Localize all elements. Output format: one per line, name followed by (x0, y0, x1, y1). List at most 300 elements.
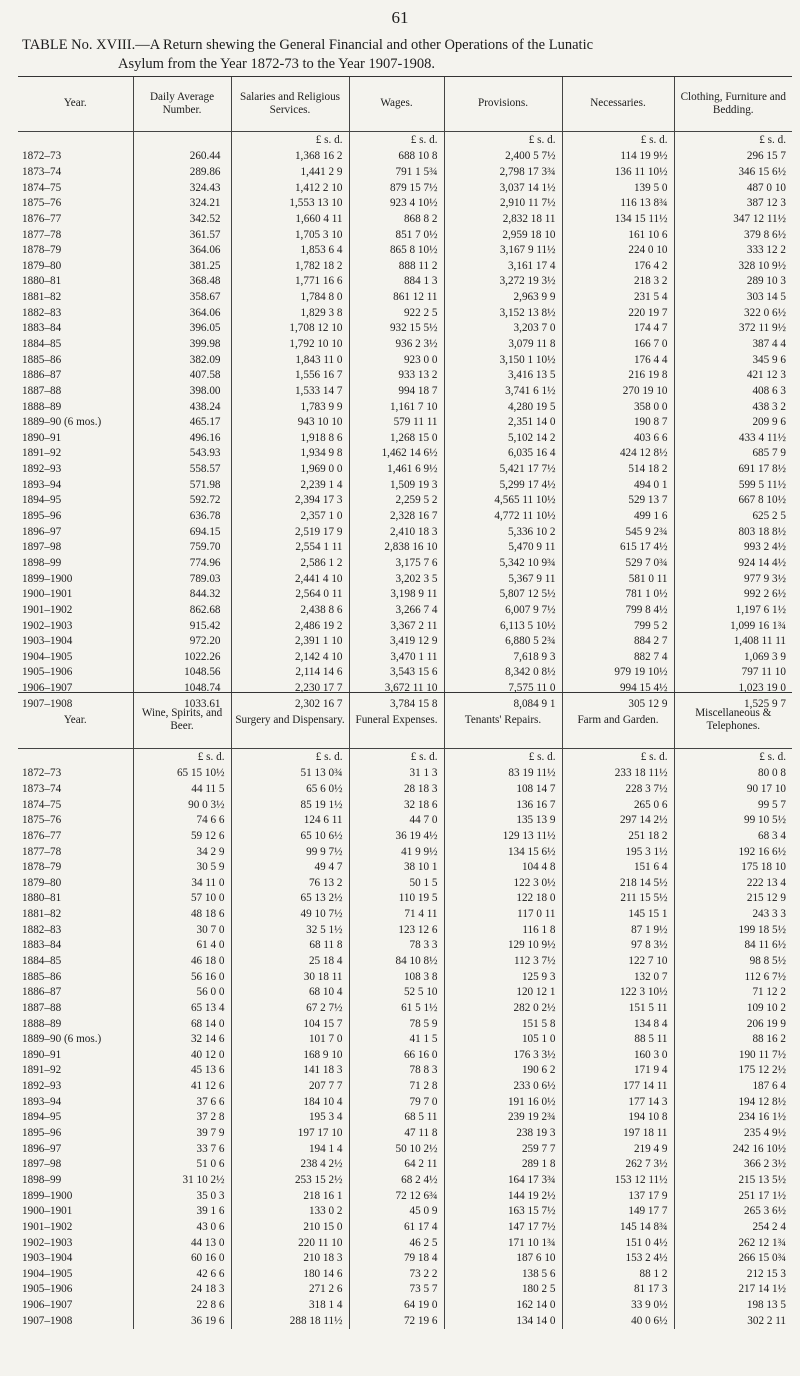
amount-cell: 104 15 7 (231, 1016, 349, 1032)
amount-cell: 433 4 11½ (674, 430, 792, 446)
amount-cell: 65 13 2½ (231, 891, 349, 907)
amount-cell: 137 17 9 (562, 1188, 674, 1204)
amount-cell: 116 13 8¾ (562, 195, 674, 211)
amount-cell: 3,266 7 4 (349, 602, 444, 618)
amount-cell: 487 0 10 (674, 180, 792, 196)
amount-cell: 134 15 11½ (562, 211, 674, 227)
year-cell: 1873–74 (22, 165, 62, 178)
amount-cell: 67 2 7½ (231, 1000, 349, 1016)
amount-cell: 40 0 6½ (562, 1313, 674, 1329)
year-cell: 1900–1901 (22, 588, 73, 601)
amount-cell: 302 2 11 (674, 1313, 792, 1329)
table-row (18, 618, 792, 634)
table-row (18, 844, 792, 860)
amount-cell: 98 8 5½ (674, 953, 792, 969)
amount-cell: 358 0 0 (562, 399, 674, 415)
year-cell: 1891–92 (22, 447, 62, 460)
number-cell: 972.20 (133, 633, 231, 649)
amount-cell: 251 18 2 (562, 828, 674, 844)
year-cell: 1878–79 (22, 244, 62, 257)
amount-cell: 888 11 2 (349, 258, 444, 274)
amount-cell: 38 10 1 (349, 859, 444, 875)
number-cell: 759.70 (133, 540, 231, 556)
amount-cell: 73 2 2 (349, 1266, 444, 1282)
amount-cell: 117 0 11 (444, 906, 562, 922)
amount-cell: 235 4 9½ (674, 1125, 792, 1141)
amount-cell: 176 3 3½ (444, 1047, 562, 1063)
amount-cell: 262 7 3½ (562, 1157, 674, 1173)
amount-cell: 31 10 2½ (133, 1172, 231, 1188)
amount-cell: 922 2 5 (349, 305, 444, 321)
amount-cell: 45 0 9 (349, 1203, 444, 1219)
year-cell: 1898–99 (22, 1173, 62, 1186)
unit-cell: £ s. d. (231, 131, 349, 149)
amount-cell: 80 0 8 (674, 766, 792, 782)
amount-cell: 74 6 6 (133, 812, 231, 828)
amount-cell: 51 13 0¾ (231, 766, 349, 782)
amount-cell: 194 10 8 (562, 1110, 674, 1126)
amount-cell: 161 10 6 (562, 227, 674, 243)
amount-cell: 851 7 0½ (349, 227, 444, 243)
table-row (18, 859, 792, 875)
amount-cell: 333 12 2 (674, 242, 792, 258)
amount-cell: 60 16 0 (133, 1250, 231, 1266)
amount-cell: 5,342 10 9¾ (444, 555, 562, 571)
amount-cell: 112 6 7½ (674, 969, 792, 985)
unit-row (18, 131, 792, 149)
amount-cell: 234 16 1½ (674, 1110, 792, 1126)
amount-cell: 30 5 9 (133, 859, 231, 875)
amount-cell: 977 9 3½ (674, 571, 792, 587)
amount-cell: 799 5 2 (562, 618, 674, 634)
year-cell: 1895–96 (22, 1127, 62, 1140)
amount-cell: 134 15 6½ (444, 844, 562, 860)
amount-cell: 112 3 7½ (444, 953, 562, 969)
amount-cell: 45 13 6 (133, 1063, 231, 1079)
number-cell: 915.42 (133, 618, 231, 634)
amount-cell: 166 7 0 (562, 336, 674, 352)
year-cell: 1897–98 (22, 541, 62, 554)
amount-cell: 151 0 4½ (562, 1235, 674, 1251)
table-row (18, 602, 792, 618)
amount-cell: 861 12 11 (349, 289, 444, 305)
amount-cell: 49 10 7½ (231, 906, 349, 922)
amount-cell: 41 12 6 (133, 1078, 231, 1094)
amount-cell: 3,175 7 6 (349, 555, 444, 571)
amount-cell: 615 17 4½ (562, 540, 674, 556)
table-row (18, 305, 792, 321)
amount-cell: 105 1 0 (444, 1031, 562, 1047)
amount-cell: 187 6 10 (444, 1250, 562, 1266)
amount-cell: 184 10 4 (231, 1094, 349, 1110)
amount-cell: 42 6 6 (133, 1266, 231, 1282)
amount-cell: 138 5 6 (444, 1266, 562, 1282)
amount-cell: 90 17 10 (674, 781, 792, 797)
unit-cell: £ s. d. (349, 748, 444, 766)
amount-cell: 79 18 4 (349, 1250, 444, 1266)
amount-cell: 288 18 11½ (231, 1313, 349, 1329)
amount-cell: 44 11 5 (133, 781, 231, 797)
amount-cell: 1,969 0 0 (231, 461, 349, 477)
amount-cell: 5,367 9 11 (444, 571, 562, 587)
table-row (18, 242, 792, 258)
amount-cell: 259 7 7 (444, 1141, 562, 1157)
col-header-misc: Miscellaneous & Telephones. (674, 693, 792, 748)
year-cell: 1901–1902 (22, 1220, 73, 1233)
amount-cell: 3,272 19 3½ (444, 274, 562, 290)
number-cell: 396.05 (133, 321, 231, 337)
amount-cell: 1,853 6 4 (231, 242, 349, 258)
amount-cell: 933 13 2 (349, 367, 444, 383)
amount-cell: 134 8 4 (562, 1016, 674, 1032)
amount-cell: 346 15 6½ (674, 164, 792, 180)
amount-cell: 403 6 6 (562, 430, 674, 446)
amount-cell: 529 13 7 (562, 493, 674, 509)
amount-cell: 5,336 10 2 (444, 524, 562, 540)
amount-cell: 1,533 14 7 (231, 383, 349, 399)
amount-cell: 882 7 4 (562, 649, 674, 665)
amount-cell: 136 11 10½ (562, 164, 674, 180)
year-cell: 1876–77 (22, 829, 62, 842)
amount-cell: 218 14 5½ (562, 875, 674, 891)
amount-cell: 254 2 4 (674, 1219, 792, 1235)
table-row (18, 1016, 792, 1032)
amount-cell: 1,783 9 9 (231, 399, 349, 415)
number-cell: 1033.61 (133, 696, 231, 712)
amount-cell: 262 12 1¾ (674, 1235, 792, 1251)
year-cell: 1879–80 (22, 876, 62, 889)
amount-cell: 1,708 12 10 (231, 321, 349, 337)
table-row (18, 180, 792, 196)
amount-cell: 177 14 3 (562, 1094, 674, 1110)
amount-cell: 71 2 8 (349, 1078, 444, 1094)
table-row (18, 586, 792, 602)
amount-cell: 6,035 16 4 (444, 446, 562, 462)
table-row (18, 1266, 792, 1282)
amount-cell: 44 13 0 (133, 1235, 231, 1251)
table-row (18, 1031, 792, 1047)
amount-cell: 1,771 16 6 (231, 274, 349, 290)
amount-cell: 667 8 10½ (674, 493, 792, 509)
amount-cell: 1,553 13 10 (231, 195, 349, 211)
amount-cell: 2,351 14 0 (444, 414, 562, 430)
amount-cell: 78 8 3 (349, 1063, 444, 1079)
amount-cell: 2,142 4 10 (231, 649, 349, 665)
number-cell: 398.00 (133, 383, 231, 399)
table-row (18, 571, 792, 587)
amount-cell: 65 13 4 (133, 1000, 231, 1016)
amount-cell: 992 2 6½ (674, 586, 792, 602)
amount-cell: 238 4 2½ (231, 1157, 349, 1173)
amount-cell: 265 0 6 (562, 797, 674, 813)
amount-cell: 1,069 3 9 (674, 649, 792, 665)
unit-cell: £ s. d. (231, 748, 349, 766)
table-row (18, 477, 792, 493)
table-row (18, 1000, 792, 1016)
amount-cell: 868 8 2 (349, 211, 444, 227)
table-row (18, 1141, 792, 1157)
number-cell: 789.03 (133, 571, 231, 587)
year-cell: 1874–75 (22, 798, 62, 811)
year-cell: 1901–1902 (22, 603, 73, 616)
number-cell: 407.58 (133, 367, 231, 383)
year-cell: 1883–84 (22, 322, 62, 335)
amount-cell: 2,564 0 11 (231, 586, 349, 602)
amount-cell: 65 6 0½ (231, 781, 349, 797)
amount-cell: 120 12 1 (444, 984, 562, 1000)
amount-cell: 4,772 11 10½ (444, 508, 562, 524)
table-row (18, 430, 792, 446)
number-cell: 636.78 (133, 508, 231, 524)
amount-cell: 171 9 4 (562, 1063, 674, 1079)
amount-cell: 3,152 13 8½ (444, 305, 562, 321)
amount-cell: 1,784 8 0 (231, 289, 349, 305)
amount-cell: 2,230 17 7 (231, 680, 349, 696)
table-row (18, 953, 792, 969)
amount-cell: 231 5 4 (562, 289, 674, 305)
unit-cell: £ s. d. (444, 748, 562, 766)
table-row (18, 211, 792, 227)
amount-cell: 187 6 4 (674, 1078, 792, 1094)
amount-cell: 791 1 5¾ (349, 164, 444, 180)
amount-cell: 198 13 5 (674, 1297, 792, 1313)
amount-cell: 303 14 5 (674, 289, 792, 305)
amount-cell: 923 0 0 (349, 352, 444, 368)
amount-cell: 879 15 7½ (349, 180, 444, 196)
unit-row (18, 748, 792, 766)
table-row (18, 414, 792, 430)
amount-cell: 136 16 7 (444, 797, 562, 813)
year-cell: 1886–87 (22, 369, 62, 382)
col-header-year: Year. (18, 77, 133, 131)
amount-cell: 32 14 6 (133, 1031, 231, 1047)
year-cell: 1903–1904 (22, 635, 73, 648)
amount-cell: 289 10 3 (674, 274, 792, 290)
amount-cell: 66 16 0 (349, 1047, 444, 1063)
amount-cell: 1,462 14 6½ (349, 446, 444, 462)
table-row (18, 665, 792, 681)
amount-cell: 8,342 0 8½ (444, 665, 562, 681)
year-cell: 1878–79 (22, 861, 62, 874)
amount-cell: 4,280 19 5 (444, 399, 562, 415)
amount-cell: 108 3 8 (349, 969, 444, 985)
amount-cell: 151 5 8 (444, 1016, 562, 1032)
amount-cell: 175 18 10 (674, 859, 792, 875)
amount-cell: 25 18 4 (231, 953, 349, 969)
amount-cell: 2,910 11 7½ (444, 195, 562, 211)
amount-cell: 3,367 2 11 (349, 618, 444, 634)
amount-cell: 81 17 3 (562, 1282, 674, 1298)
amount-cell: 625 2 5 (674, 508, 792, 524)
amount-cell: 99 5 7 (674, 797, 792, 813)
table-row (18, 984, 792, 1000)
table-row (18, 274, 792, 290)
amount-cell: 6,007 9 7½ (444, 602, 562, 618)
table-row (18, 812, 792, 828)
amount-cell: 73 5 7 (349, 1282, 444, 1298)
amount-cell: 28 18 3 (349, 781, 444, 797)
table-row (18, 766, 792, 782)
amount-cell: 5,299 17 4½ (444, 477, 562, 493)
amount-cell: 145 15 1 (562, 906, 674, 922)
col-header-wages: Wages. (349, 77, 444, 131)
table-row (18, 1219, 792, 1235)
year-cell: 1879–80 (22, 259, 62, 272)
amount-cell: 174 4 7 (562, 321, 674, 337)
amount-cell: 68 3 4 (674, 828, 792, 844)
amount-cell: 2,586 1 2 (231, 555, 349, 571)
amount-cell: 2,441 4 10 (231, 571, 349, 587)
amount-cell: 199 18 5½ (674, 922, 792, 938)
amount-cell: 197 17 10 (231, 1125, 349, 1141)
table-row (18, 1078, 792, 1094)
col-header-surgery: Surgery and Dispensary. (231, 693, 349, 748)
year-cell: 1889–90 (6 mos.) (22, 416, 102, 429)
amount-cell: 85 19 1½ (231, 797, 349, 813)
amount-cell: 32 18 6 (349, 797, 444, 813)
amount-cell: 88 1 2 (562, 1266, 674, 1282)
amount-cell: 31 1 3 (349, 766, 444, 782)
table-row (18, 289, 792, 305)
amount-cell: 50 1 5 (349, 875, 444, 891)
table-row (18, 1250, 792, 1266)
amount-cell: 88 16 2 (674, 1031, 792, 1047)
table-row (18, 1047, 792, 1063)
year-cell: 1890–91 (22, 1048, 62, 1061)
amount-cell: 238 19 3 (444, 1125, 562, 1141)
year-cell: 1877–78 (22, 228, 62, 241)
table-row (18, 1313, 792, 1329)
amount-cell: 224 0 10 (562, 242, 674, 258)
amount-cell: 52 5 10 (349, 984, 444, 1000)
amount-cell: 514 18 2 (562, 461, 674, 477)
table-row (18, 493, 792, 509)
amount-cell: 124 6 11 (231, 812, 349, 828)
number-cell: 774.96 (133, 555, 231, 571)
year-cell: 1895–96 (22, 510, 62, 523)
amount-cell: 2,357 1 0 (231, 508, 349, 524)
amount-cell: 2,519 17 9 (231, 524, 349, 540)
amount-cell: 215 12 9 (674, 891, 792, 907)
amount-cell: 71 12 2 (674, 984, 792, 1000)
amount-cell: 39 1 6 (133, 1203, 231, 1219)
amount-cell: 239 19 2¾ (444, 1110, 562, 1126)
col-header-necessaries: Necessaries. (562, 77, 674, 131)
amount-cell: 318 1 4 (231, 1297, 349, 1313)
table-row (18, 195, 792, 211)
amount-cell: 51 0 6 (133, 1157, 231, 1173)
amount-cell: 7,618 9 3 (444, 649, 562, 665)
amount-cell: 233 18 11½ (562, 766, 674, 782)
amount-cell: 68 5 11 (349, 1110, 444, 1126)
amount-cell: 5,807 12 5½ (444, 586, 562, 602)
year-cell: 1888–89 (22, 400, 62, 413)
amount-cell: 57 10 0 (133, 891, 231, 907)
amount-cell: 61 4 0 (133, 938, 231, 954)
unit-cell: £ s. d. (562, 748, 674, 766)
number-cell: 324.21 (133, 195, 231, 211)
amount-cell: 884 2 7 (562, 633, 674, 649)
year-cell: 1874–75 (22, 181, 62, 194)
col-header-daily-average: Daily Average Number. (133, 77, 231, 131)
number-cell: 260.44 (133, 149, 231, 165)
table-row (18, 875, 792, 891)
year-cell: 1902–1903 (22, 1236, 73, 1249)
year-cell: 1902–1903 (22, 619, 73, 632)
amount-cell: 190 11 7½ (674, 1047, 792, 1063)
amount-cell: 322 0 6½ (674, 305, 792, 321)
table-row (18, 891, 792, 907)
year-cell: 1904–1905 (22, 650, 73, 663)
amount-cell: 1,829 3 8 (231, 305, 349, 321)
table-row (18, 1125, 792, 1141)
year-cell: 1876–77 (22, 212, 62, 225)
amount-cell: 1,705 3 10 (231, 227, 349, 243)
year-cell: 1905–1906 (22, 666, 73, 679)
table-row (18, 149, 792, 165)
table-row (18, 1235, 792, 1251)
amount-cell: 64 2 11 (349, 1157, 444, 1173)
amount-cell: 924 14 4½ (674, 555, 792, 571)
amount-cell: 216 19 8 (562, 367, 674, 383)
amount-cell: 1,934 9 8 (231, 446, 349, 462)
title-line-2: Asylum from the Year 1872-73 to the Year 1907-1908. (118, 56, 435, 72)
amount-cell: 3,202 3 5 (349, 571, 444, 587)
table-row (18, 1172, 792, 1188)
year-cell: 1894–95 (22, 494, 62, 507)
sundry-expenses-table (18, 693, 792, 1329)
table-row (18, 906, 792, 922)
amount-cell: 691 17 8½ (674, 461, 792, 477)
amount-cell: 206 19 9 (674, 1016, 792, 1032)
amount-cell: 61 5 1½ (349, 1000, 444, 1016)
amount-cell: 282 0 2½ (444, 1000, 562, 1016)
amount-cell: 1,843 11 0 (231, 352, 349, 368)
amount-cell: 122 7 10 (562, 953, 674, 969)
table-row (18, 524, 792, 540)
amount-cell: 994 15 4½ (562, 680, 674, 696)
amount-cell: 387 4 4 (674, 336, 792, 352)
amount-cell: 191 16 0½ (444, 1094, 562, 1110)
year-cell: 1892–93 (22, 463, 62, 476)
amount-cell: 3,161 17 4 (444, 258, 562, 274)
amount-cell: 1,525 9 7 (674, 696, 792, 712)
col-header-clothing: Clothing, Furniture and Bedding. (674, 77, 792, 131)
year-cell: 1875–76 (22, 197, 62, 210)
amount-cell: 3,419 12 9 (349, 633, 444, 649)
amount-cell: 163 15 7½ (444, 1203, 562, 1219)
number-cell: 324.43 (133, 180, 231, 196)
amount-cell: 3,037 14 1½ (444, 180, 562, 196)
year-cell: 1888–89 (22, 1017, 62, 1030)
amount-cell: 144 19 2½ (444, 1188, 562, 1204)
amount-cell: 78 3 3 (349, 938, 444, 954)
amount-cell: 59 12 6 (133, 828, 231, 844)
amount-cell: 5,470 9 11 (444, 540, 562, 556)
amount-cell: 171 10 1¾ (444, 1235, 562, 1251)
amount-cell: 884 1 3 (349, 274, 444, 290)
amount-cell: 599 5 11½ (674, 477, 792, 493)
amount-cell: 219 4 9 (562, 1141, 674, 1157)
amount-cell: 2,394 17 3 (231, 493, 349, 509)
amount-cell: 129 10 9½ (444, 938, 562, 954)
amount-cell: 1,441 2 9 (231, 164, 349, 180)
amount-cell: 207 7 7 (231, 1078, 349, 1094)
year-cell: 1899–1900 (22, 572, 73, 585)
number-cell: 571.98 (133, 477, 231, 493)
number-cell: 289.86 (133, 164, 231, 180)
year-cell: 1887–88 (22, 384, 62, 397)
